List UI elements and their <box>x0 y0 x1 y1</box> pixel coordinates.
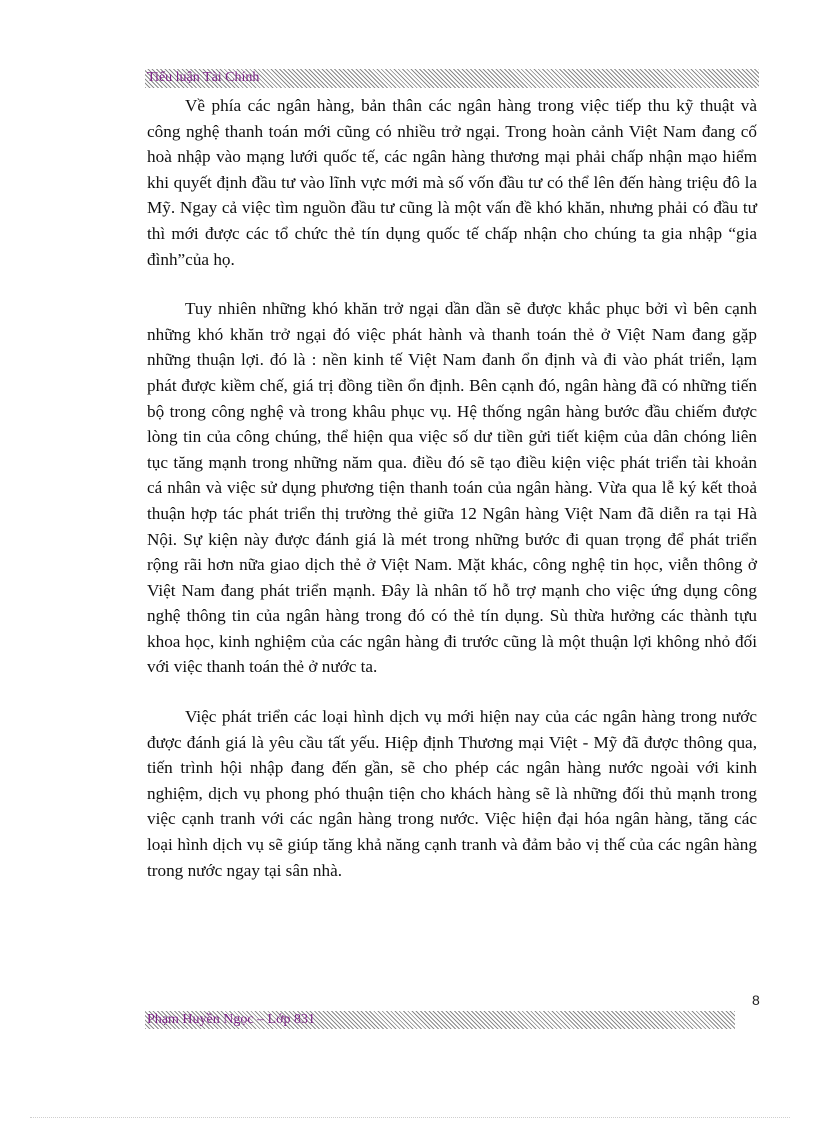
header-title: Tiểu luận Tài Chính <box>147 70 260 85</box>
page-bottom-divider <box>30 1117 790 1118</box>
header-band <box>145 69 759 88</box>
paragraph-1: Về phía các ngân hàng, bản thân các ngân hàng trong việc tiếp thu kỹ thuật và công nghệ thanh toán mới cũng có nhiều trở ngại. Trong hoàn cảnh Việt Nam đang cố hoà nhập vào mạng lưới quốc tế, các ngân hàng thương mại phải chấp nhận mạo hiểm khi quyết định đầu tư vào lĩnh vực mới mà số vốn đầu tư có thể lên đến hàng triệu đô la Mỹ. Ngay cả việc tìm nguồn đầu tư cũng là một vấn đề khó khăn, nhưng phải có đầu tư thì mới được các tổ chức thẻ tín dụng quốc tế chấp nhận cho chúng ta gia nhập “gia đình”của họ. <box>147 96 757 269</box>
page-number: 8 <box>752 992 760 1008</box>
paragraph-3: Việc phát triển các loại hình dịch vụ mới hiện nay của các ngân hàng trong nước được đánh giá là yêu cầu tất yếu. Hiệp định Thương mại Việt - Mỹ đã được thông qua, tiến trình hội nhập đang đến gần, sẽ cho phép các ngân hàng nước ngoài với kinh nghiệm, dịch vụ phong phó thuận tiện cho khách hàng sẽ là những đối thủ mạnh trong việc cạnh tranh với các ngân hàng trong nước. Việc hiện đại hóa ngân hàng, tăng các loại hình dịch vụ sẽ giúp tăng khả năng cạnh tranh và đảm bảo vị thế của các ngân hàng trong nước ngay tại sân nhà. <box>147 707 757 880</box>
document-body <box>147 93 757 907</box>
footer-band <box>145 1011 735 1029</box>
paragraph-2: Tuy nhiên những khó khăn trở ngại dần dần sẽ được khắc phục bởi vì bên cạnh những khó khăn trở ngại đó việc phát hành và thanh toán thẻ ở Việt Nam đang gặp những thuận lợi. đó là : nền kinh tế Việt Nam đanh ổn định và đi vào phát triển, lạm phát được kiềm chế, giá trị đồng tiền ổn định. Bên cạnh đó, ngân hàng đã có những tiến bộ trong công nghệ và trong khâu phục vụ. Hệ thống ngân hàng bước đầu chiếm được lòng tin của công chúng, thể hiện qua việc số dư tiền gửi tiết kiệm của dân chóng liên tục tăng mạnh trong những năm qua. điều đó sẽ tạo điều kiện việc phát triển tài khoản cá nhân và việc sử dụng phương tiện thanh toán của ngân hàng. Vừa qua lễ ký kết thoả thuận hợp tác phát triển thị trường thẻ giữa 12 Ngân hàng Việt Nam đã diễn ra tại Hà Nội. Sự kiện này được đánh giá là mét trong những bước đi quan trọng để phát triển rộng rãi hơn nữa giao dịch thẻ ở Việt Nam. Mặt khác, công nghệ tin học, viễn thông ở Việt Nam đang phát triển mạnh. Đây là nhân tố hỗ trợ mạnh cho việc ứng dụng công nghệ thông tin của ngân hàng trong đó có thẻ tín dụng. Sù thừa hưởng các thành tựu khoa học, kinh nghiệm của các ngân hàng đi trước cũng là một thuận lợi không nhỏ đối với việc thanh toán thẻ ở nước ta. <box>147 299 757 677</box>
footer-author: Phạm Huyền Ngọc – Lớp 831 <box>147 1012 315 1027</box>
